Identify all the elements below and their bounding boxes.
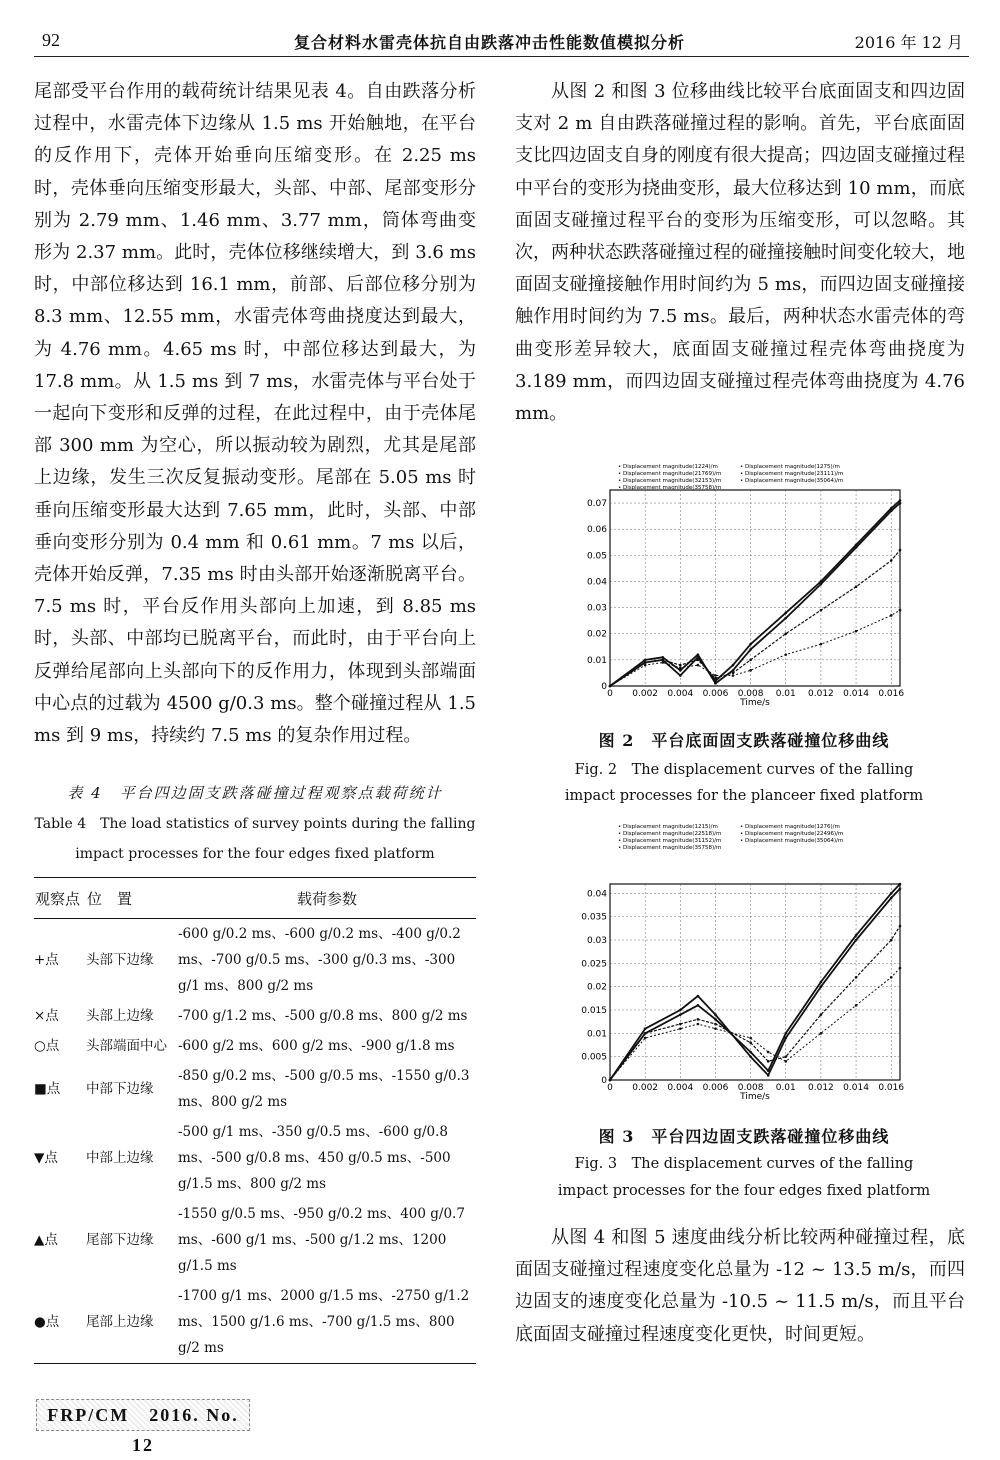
data-point — [644, 664, 647, 667]
legend-entry: • Displacement magnitude(1276)/m — [740, 824, 840, 830]
figure-2-chart — [518, 462, 970, 710]
table-caption-en-1: Table 4 The load statistics of survey points during the falling — [34, 816, 476, 832]
y-tick-label: 0.07 — [586, 499, 607, 510]
cell-point: ■点 — [34, 1081, 61, 1097]
data-point — [644, 1032, 647, 1035]
data-point — [820, 583, 823, 586]
y-tick-label: 0.01 — [586, 1029, 607, 1040]
data-point — [767, 1074, 770, 1077]
series-line — [610, 884, 900, 1080]
data-point — [784, 632, 787, 635]
x-tick-label: 0.008 — [737, 689, 764, 699]
data-point — [732, 672, 735, 675]
table-row — [34, 1001, 476, 1031]
y-tick-label: 0.03 — [586, 936, 607, 946]
cell-point: ▼点 — [34, 1150, 58, 1166]
cell-load: -500 g/1 ms、-350 g/0.5 ms、-600 g/0.8 ms、-500 g/0.8 ms、450 g/0.5 ms、-500 g/1.5 ms、800 g/2 ms — [178, 1124, 451, 1192]
data-point — [820, 1032, 823, 1035]
data-point — [714, 1027, 717, 1030]
legend-entry: • Displacement magnitude(1215)/m — [618, 824, 718, 830]
x-axis-label: Time/s — [740, 698, 770, 708]
table-row — [34, 1117, 476, 1199]
x-tick-label: 0.004 — [667, 689, 694, 699]
data-point — [661, 659, 664, 662]
data-point — [899, 967, 902, 970]
data-point — [890, 614, 893, 617]
x-tick-label: 0.004 — [667, 1083, 694, 1093]
legend-entry: • Displacement magnitude(35758)/m — [618, 485, 722, 491]
cell-load: -600 g/2 ms、600 g/2 ms、-900 g/1.8 ms — [178, 1038, 455, 1054]
right-column-bottom — [515, 1222, 965, 1351]
x-tick-label: 0.014 — [843, 689, 869, 699]
x-axis-label: Time/s — [740, 1092, 770, 1102]
data-point — [899, 502, 902, 505]
figure-2-caption-cn: 图 2 平台底面固支跌落碰撞位移曲线 — [598, 731, 890, 750]
y-tick-label: 0.04 — [586, 577, 607, 588]
chart-legend — [618, 824, 843, 851]
data-point — [749, 1037, 752, 1040]
cell-point: ●点 — [34, 1314, 60, 1330]
cell-position: 尾部上边缘 — [86, 1314, 154, 1330]
journal-footer: FRP/CM 2016. No. 12 — [36, 1399, 250, 1431]
table-4 — [34, 782, 476, 1364]
figure-2-caption-en-2: impact processes for the planceer fixed platform — [564, 788, 924, 804]
x-tick-label: 0.012 — [808, 689, 834, 699]
data-point — [767, 1051, 770, 1054]
figure-3-chart — [518, 822, 970, 1112]
x-tick-label: 0.016 — [878, 1083, 905, 1093]
data-point — [899, 925, 902, 928]
data-point — [820, 981, 823, 984]
table-header-row — [34, 878, 476, 919]
data-point — [732, 674, 735, 677]
header-position: 位 置 — [86, 878, 178, 919]
cell-load: -850 g/0.2 ms、-500 g/0.5 ms、-1550 g/0.3 ms、800 g/2 ms — [178, 1068, 470, 1110]
cell-point: ×点 — [34, 1008, 59, 1024]
legend-entry: • Displacement magnitude(1275)/m — [740, 464, 840, 470]
x-tick-label: 0.016 — [878, 689, 905, 699]
data-point — [679, 669, 682, 672]
data-point — [714, 682, 717, 685]
x-tick-label: 0.008 — [737, 1083, 764, 1093]
chart-axes — [587, 499, 904, 708]
x-tick-label: 0 — [607, 1083, 613, 1093]
legend-entry: • Displacement magnitude(32153)/m — [618, 478, 722, 484]
data-point — [784, 1055, 787, 1058]
y-tick-label: 0.005 — [581, 1052, 607, 1063]
series-line — [610, 610, 900, 686]
data-point — [714, 674, 717, 677]
y-tick-label: 0.02 — [586, 629, 607, 640]
cell-load: -1700 g/1 ms、2000 g/1.5 ms、-2750 g/1.2 ms、1500 g/1.6 ms、-700 g/1.5 ms、800 g/2 ms — [178, 1288, 470, 1356]
data-point — [899, 609, 902, 612]
y-tick-label: 0.06 — [586, 525, 607, 536]
data-point — [697, 995, 700, 998]
data-point — [679, 1027, 682, 1030]
header-load: 载荷参数 — [178, 878, 476, 919]
data-point — [679, 674, 682, 677]
x-tick-label: 0.01 — [775, 1083, 796, 1093]
data-point — [890, 939, 893, 942]
figure-3-caption-cn: 图 3 平台四边固支跌落碰撞位移曲线 — [598, 1127, 890, 1146]
cell-point: +点 — [34, 952, 59, 968]
table-caption-en-2: impact processes for the four edges fixed platform — [75, 846, 435, 862]
body-paragraph: 尾部受平台作用的载荷统计结果见表 4。自由跌落分析过程中，水雷壳体下边缘从 1.5 ms 开始触地，在平台的反作用下，壳体开始垂向压缩变形。在 2.25 ms 时，壳体垂向压缩变形最大，头部、中部、尾部变形分别为 2.79 mm、1.46 mm、3.77 mm，筒体弯曲变形为 2.37 mm。此时，壳体位移继续增大，到 3.6 ms 时，中部位移达到 16.1 mm，前部、后部位移分别为 8.3 mm、12.55 mm，水雷壳体弯曲挠度达到最大，为 4.76 mm。4.65 ms 时，中部位移达到最大，为 17.8 mm。从 1.5 ms 到 7 ms，水雷壳体与平台处于一起向下变形和反弹的过程，在此过程中，由于壳体尾部 300 mm 为空心，所以振动较为剧烈，尤其是尾部上边缘，发生三次反复振动变形。尾部在 5.05 ms 时垂向压缩变形最大达到 7.65 mm，此时，头部、中部垂向变形分别为 0.4 mm 和 0.61 mm。7 ms 以后，壳体开始反弹，7.35 ms 时由头部开始逐渐脱离平台。7.5 ms 时，平台反作用头部向上加速，到 8.85 ms 时，头部、中部均已脱离平台，而此时，由于平台向上反弹给尾部向上头部向下的反作用力，体现到头部端面中心点的过载为 4500 g/0.3 ms。整个碰撞过程从 1.5 ms 到 9 ms，持续约 7.5 ms 的复杂作用过程。 — [34, 81, 476, 747]
legend-entry: • Displacement magnitude(21769)/m — [618, 471, 722, 477]
data-point — [697, 1023, 700, 1026]
data-point — [855, 1004, 858, 1007]
cell-point: ○点 — [34, 1038, 60, 1054]
left-column — [34, 76, 476, 752]
data-point — [890, 559, 893, 562]
figure-3-caption-en-2: impact processes for the four edges fixed platform — [557, 1183, 931, 1199]
data-point — [749, 1055, 752, 1058]
cell-position: 中部上边缘 — [86, 1150, 154, 1166]
data-point — [820, 985, 823, 988]
plot-frame — [610, 884, 900, 1080]
data-point — [644, 1037, 647, 1040]
x-tick-label: 0.014 — [843, 1083, 869, 1093]
cell-position: 尾部下边缘 — [86, 1232, 154, 1248]
chart-legend — [618, 464, 843, 491]
data-point — [679, 666, 682, 669]
legend-entry: • Displacement magnitude(22496)/m — [740, 831, 844, 837]
x-tick-label: 0.006 — [702, 689, 729, 699]
body-paragraph: 从图 4 和图 5 速度曲线分析比较两种碰撞过程，底面固支碰撞过程速度变化总量为 -12 ~ 13.5 m/s，而四边固支的速度变化总量为 -10.5 ~ 11.5 m/s，而且平台底面固支碰撞过程速度变化更快，时间更短。 — [515, 1227, 965, 1345]
y-tick-label: 0.02 — [586, 982, 607, 993]
data-point — [784, 653, 787, 656]
x-tick-label: 0.002 — [632, 1083, 659, 1093]
data-point — [697, 664, 700, 667]
data-point — [697, 653, 700, 656]
cell-point: ▲点 — [34, 1232, 58, 1248]
page-number: 92 — [42, 30, 60, 50]
data-point — [820, 1013, 823, 1016]
data-point — [855, 546, 858, 549]
table-row — [34, 1199, 476, 1281]
data-point — [784, 612, 787, 615]
data-point — [714, 677, 717, 680]
y-tick-label: 0 — [601, 1076, 607, 1086]
table-row — [34, 919, 476, 1002]
figure-2-caption-en-1: Fig. 2 The displacement curves of the falling — [574, 762, 914, 778]
data-point — [855, 934, 858, 937]
data-point — [661, 661, 664, 664]
data-point — [890, 510, 893, 513]
data-point — [767, 1069, 770, 1072]
series-line — [610, 550, 900, 686]
header-point: 观察点 — [34, 878, 86, 919]
data-point — [749, 669, 752, 672]
data-point — [679, 1023, 682, 1026]
data-point — [749, 648, 752, 651]
running-header — [34, 20, 969, 57]
legend-entry: • Displacement magnitude(23111)/m — [740, 471, 844, 477]
issue-date: 2016 年 12 月 — [854, 33, 963, 52]
legend-entry: • Displacement magnitude(35758)/m — [618, 845, 722, 851]
data-point — [732, 669, 735, 672]
data-point — [749, 643, 752, 646]
data-point — [609, 685, 612, 688]
data-point — [714, 1023, 717, 1026]
data-point — [644, 659, 647, 662]
x-tick-label: 0.006 — [702, 1083, 729, 1093]
y-tick-label: 0.01 — [586, 655, 607, 666]
y-tick-label: 0.035 — [581, 912, 607, 923]
legend-entry: • Displacement magnitude(31152)/m — [618, 838, 722, 844]
x-tick-label: 0.002 — [632, 689, 659, 699]
figure-3-caption-en-1: Fig. 3 The displacement curves of the falling — [574, 1156, 914, 1172]
data-point — [855, 630, 858, 633]
data-point — [890, 897, 893, 900]
cell-position: 头部端面中心 — [86, 1038, 167, 1054]
data-point — [609, 1079, 612, 1082]
cell-load: -600 g/0.2 ms、-600 g/0.2 ms、-400 g/0.2 ms、-700 g/0.5 ms、-300 g/0.3 ms、-300 g/1 ms、800 g/2 ms — [178, 926, 461, 994]
data-point — [784, 617, 787, 620]
table-caption-cn: 表 4 平台四边固支跌落碰撞过程观察点载荷统计 — [67, 784, 443, 802]
data-point — [855, 585, 858, 588]
data-point — [890, 892, 893, 895]
running-title: 复合材料水雷壳体抗自由跌落冲击性能数值模拟分析 — [294, 33, 686, 52]
data-point — [714, 1013, 717, 1016]
data-point — [749, 1051, 752, 1054]
legend-entry: • Displacement magnitude(22518)/m — [618, 831, 722, 837]
y-tick-label: 0.025 — [581, 959, 607, 970]
data-point — [697, 1004, 700, 1007]
y-tick-label: 0.015 — [581, 1006, 607, 1016]
y-tick-label: 0 — [601, 682, 607, 692]
legend-entry: • Displacement magnitude(35064)/m — [740, 478, 844, 484]
data-point — [784, 1032, 787, 1035]
x-tick-label: 0.01 — [775, 689, 796, 699]
data-point — [732, 664, 735, 667]
data-point — [644, 1027, 647, 1030]
body-paragraph: 从图 2 和图 3 位移曲线比较平台底面固支和四边固支对 2 m 自由跌落碰撞过程的影响。首先，平台底面固支比四边固支自身的刚度有很大提高；四边固支碰撞过程中平台的变形为挠曲变形，最大位移达到 10 mm，而底面固支碰撞过程平台的变形为压缩变形，可以忽略。其次，两种状态跌落碰撞过程的碰撞接触时间变化较大，地面固支碰撞接触作用时间约为 5 ms，而四边固支碰撞接触作用时间约为 7.5 ms。最后，两种状态水雷壳体的弯曲变形差异较大，底面固支碰撞过程壳体弯曲挠度为 3.189 mm，而四边固支碰撞过程壳体弯曲挠度为 4.76 mm。 — [515, 81, 965, 425]
data-point — [679, 1013, 682, 1016]
data-point — [697, 1018, 700, 1021]
series-line — [610, 503, 900, 686]
cell-position: 中部下边缘 — [86, 1081, 154, 1097]
data-point — [899, 499, 902, 502]
data-point — [749, 659, 752, 662]
data-point — [679, 664, 682, 667]
cell-load: -700 g/1.2 ms、-500 g/0.8 ms、800 g/2 ms — [178, 1008, 468, 1024]
table-row — [34, 1281, 476, 1364]
x-tick-label: 0.012 — [808, 1083, 834, 1093]
data-point — [890, 976, 893, 979]
load-table — [34, 877, 476, 1364]
data-point — [749, 1041, 752, 1044]
x-tick-label: 0 — [607, 689, 613, 699]
table-row — [34, 1061, 476, 1117]
data-point — [899, 549, 902, 552]
data-point — [767, 1060, 770, 1063]
y-tick-label: 0.04 — [586, 889, 607, 900]
data-point — [697, 659, 700, 662]
series-line — [610, 889, 900, 1080]
cell-position: 头部上边缘 — [86, 1008, 154, 1024]
y-tick-label: 0.03 — [586, 603, 607, 614]
cell-position: 头部下边缘 — [86, 952, 154, 968]
data-point — [855, 939, 858, 942]
data-point — [820, 643, 823, 646]
data-point — [661, 656, 664, 659]
legend-entry: • Displacement magnitude(1224)/m — [618, 464, 718, 470]
cell-load: -1550 g/0.5 ms、-950 g/0.2 ms、400 g/0.7 ms、-600 g/1 ms、-500 g/1.2 ms、1200 g/1.5 ms — [178, 1206, 465, 1274]
data-point — [855, 976, 858, 979]
table-row — [34, 1031, 476, 1061]
data-point — [899, 883, 902, 886]
data-point — [714, 1018, 717, 1021]
data-point — [644, 661, 647, 664]
right-column-top — [515, 76, 965, 430]
data-point — [899, 887, 902, 890]
legend-entry: • Displacement magnitude(35064)/m — [740, 838, 844, 844]
data-point — [679, 1009, 682, 1012]
y-tick-label: 0.05 — [586, 551, 607, 562]
data-point — [784, 1060, 787, 1063]
data-point — [820, 609, 823, 612]
